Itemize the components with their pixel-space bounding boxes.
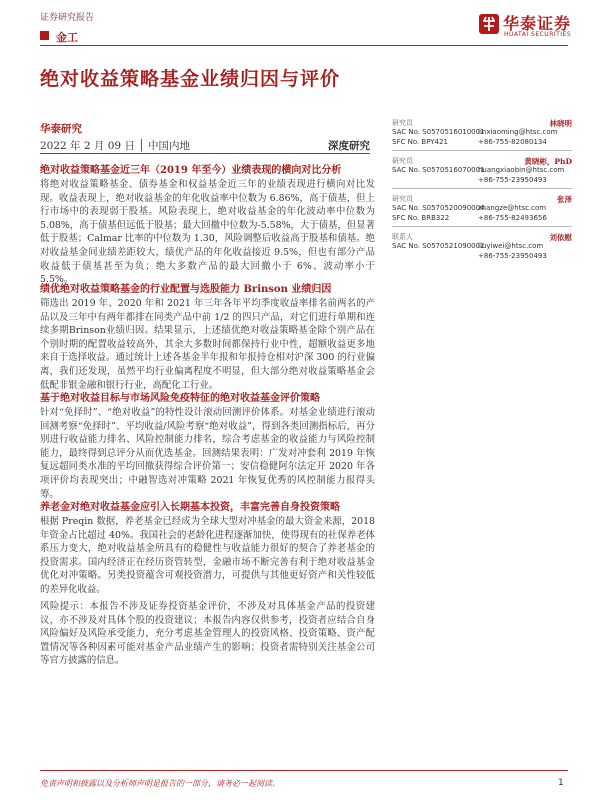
analyst-role: 联系人	[392, 233, 413, 241]
analyst-phone: +86-755-23950493	[478, 176, 547, 184]
analyst-card	[392, 232, 572, 266]
analyst-role: 研究员	[392, 119, 413, 127]
logo-english-name: HUATAI SECURITIES	[504, 31, 572, 38]
analyst-divider	[392, 226, 572, 227]
header-divider	[40, 45, 568, 46]
analyst-email[interactable]: huangxiaobin@htsc.com	[478, 166, 565, 174]
analyst-name: 张泽	[557, 195, 572, 204]
footer-disclaimer: 免责声明和披露以及分析师声明是报告的一部分，请务必一起阅读。	[40, 779, 280, 788]
analyst-email[interactable]: zhangze@htsc.com	[478, 204, 547, 212]
section-body: 根据 Preqin 数据，养老基金已经成为全球大型对冲基金的最大资金来源，2018 年资金占比超过 40%。我国社会的老龄化进程逐渐加快，使得现有的社保养老体系压力变大，绝对收益基金所具有的稳健性与收益能力很好的契合了养老基金的投资需求。国内经济正在经历资管转型，金融市场不断完善有利于绝对收益基金优化对冲策略。另类投资蕴含可观投资潜力，可提供与其他更好资产和关性较低的差异化收益。	[40, 516, 375, 595]
page-number: 1	[558, 778, 564, 788]
analyst-phone: +86-755-82080134	[478, 138, 547, 146]
report-type: 深度研究	[328, 140, 370, 152]
risk-warning: 风险提示：本报告不涉及证券投资基金评价，不涉及对具体基金产品的投资建议，亦不涉及对具体个股的投资建议；本报告内容仅供参考，投资者应结合自身风险偏好及风险承受能力，充分考虑基金管理人的投资风格、投资策略、资产配置情况等各种因素可能对基金产品业绩产生的影响；投资者需特别关注基金公司等官方披露的信息。	[40, 601, 375, 667]
analyst-phone: +86-755-23950493	[478, 252, 547, 260]
section-body: 将绝对收益策略基金、债券基金和权益基金近三年的业绩表现进行横向对比发现。收益表现上，绝对收益基金的年化收益率中位数为 6.86%，高于债基，但上行市场中的表现弱于股基。风险表现上，绝对收益基金的年化波动率中位数为 5.08%，高于债基但远低于股基；最大回撤中位数为-5.58%，大于债基，但显著低于股基；Calmar 比率的中位数为 1.30，风险调整后收益高于股基和债基。绝对收益基金间业绩差距较大，绩优产品的年化收益接近 9.5%，但也有部分产品收益低于债基甚至为负；绝大多数产品的最大回撤小于 6%、波动率小于 5.5%。	[40, 179, 375, 286]
section-body: 针对“免择时”、“绝对收益”的特性设计滚动回测评价体系。对基金业绩进行滚动回测考察“免择时”、平均收益/风险考察“绝对收益”，得到各类回测指标后，再分别进行收益能力排名、风险控制能力排名，综合考虑基金的收益能力与风险控制能力，最终得到总评分从而优选基金。回测结果表明：广发对冲套利 2019 年恢复远超同类水准的平均回撤获得综合评价第一；安信稳健阿尔法定开 2020 年各项评价均表现突出；中融智选对冲策略 2021 年恢复优秀的风控制能力报得头筹。	[40, 407, 375, 500]
analyst-name: 刘依慰	[549, 233, 572, 242]
analyst-email[interactable]: linxiaoming@htsc.com	[478, 128, 558, 136]
analyst-card	[392, 156, 572, 190]
analyst-sfc: SFC No. BPY421	[392, 138, 448, 146]
analyst-divider	[392, 188, 572, 189]
sector-label: 金工	[56, 31, 78, 44]
report-label: 证券研究报告	[40, 13, 95, 23]
section-body: 筛选出 2019 年、2020 年和 2021 年三年各年平均季度收益率排名前两名的产品以及三年中有两年都排在同类产品中前 1/2 的四只产品，对它们进行单期和连续多期Brinson业绩归因。结果显示，上述绩优绝对收益策略基金除个别产品在个别时期的配置收益较高外，其余大多数时间都保持行业中性，超额收益更多地来自于选择收益。通过统计上述各基金半年报和年报持仓相对沪深 300 的行业偏离，我们还发现，虽然平均行业偏离程度不明显，但大部分绝对收益策略基金会低配非银金融和银行行业，高配化工行业。	[40, 298, 375, 391]
analyst-role: 研究员	[392, 157, 413, 165]
analyst-sfc: SFC No. BRB322	[392, 214, 450, 222]
section-3	[40, 391, 375, 501]
research-org: 华泰研究	[40, 123, 82, 135]
huatai-logo-icon	[478, 13, 500, 35]
section-title: 基于绝对收益目标与市场风险免疫特征的绝对收益基金评价策略	[40, 393, 320, 404]
analyst-sac: SAC No. S0570521090002	[392, 242, 485, 250]
section-4	[40, 500, 375, 597]
analyst-card	[392, 194, 572, 228]
section-1	[40, 163, 375, 287]
footer-divider	[40, 770, 568, 771]
analyst-email[interactable]: liuyiwei@htsc.com	[478, 242, 544, 250]
section-title: 绩优绝对收益策略基金的行业配置与选股能力 Brinson 业绩归因	[40, 284, 332, 295]
logo-chinese-name: 华泰证券	[503, 14, 572, 33]
report-title: 绝对收益策略基金业绩归因与评价	[40, 68, 341, 90]
section-title: 绝对收益策略基金近三年（2019 年至今）业绩表现的横向对比分析	[40, 165, 342, 176]
analyst-role: 研究员	[392, 195, 413, 203]
section-title: 养老金对绝对收益基金应引入长期基本投资，丰富完善自身投资策略	[40, 502, 340, 513]
date-region: 2022 年 2 月 09 日 │ 中国内地	[40, 140, 190, 152]
date-region-line	[40, 138, 370, 153]
analyst-name: 林晓明	[549, 119, 572, 128]
sector-marker	[40, 31, 49, 40]
analyst-sac: SAC No. S0570520090004	[392, 204, 485, 212]
analyst-sac: SAC No. S0570516010001	[392, 128, 485, 136]
analyst-phone: +86-755-82493656	[478, 214, 547, 222]
analyst-sac: SAC No. S0570516070001	[392, 166, 485, 174]
analyst-card	[392, 118, 572, 152]
date-divider	[40, 153, 370, 154]
analyst-divider	[392, 150, 572, 151]
section-2	[40, 282, 375, 392]
analyst-name: 黄晓彬，PhD	[524, 157, 572, 166]
